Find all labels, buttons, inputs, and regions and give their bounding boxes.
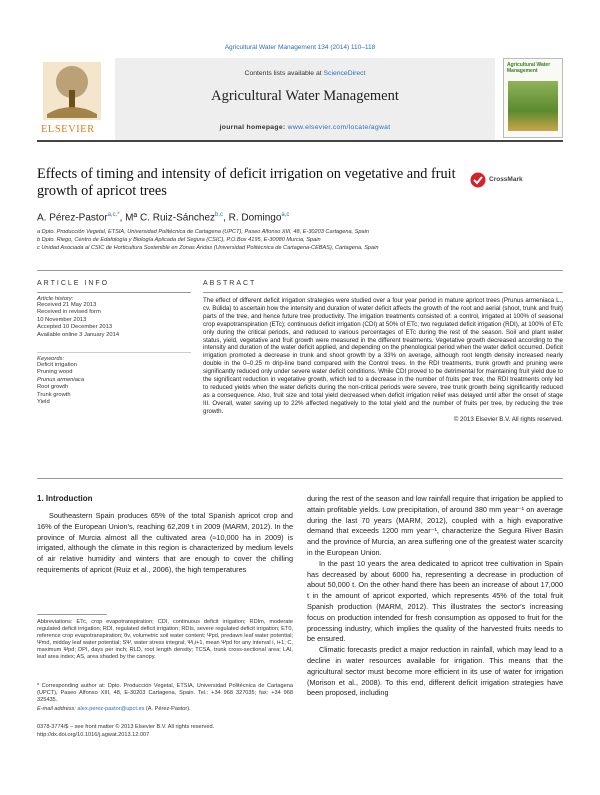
history-label: Article history:	[37, 296, 74, 302]
abstract-heading: ABSTRACT	[203, 280, 257, 287]
author-affil-marker[interactable]: a,c	[281, 212, 290, 218]
header-rule	[37, 140, 563, 142]
history-line: Received 21 May 2013	[37, 302, 97, 308]
journal-title: Agricultural Water Management	[211, 88, 399, 104]
footnote-abbreviations: Abbreviations: ETc, crop evapotranspiration; CDI, continuous deficit irrigation; RDIm, moderate regulated deficit irrigation; RDI, regulated deficit irrigation; RDIs, severe regulated deficit irrigation; ET0, reference crop evapotranspiration; θv, volumetric soil water content; Ψpd, predawn leaf water potential; Ψmd, midday leaf water potential; SΨ, water stress integral; Ψi,i+1, mean Ψpd for any interval i, i+1; C, maximum Ψpd; DPI, days per inch; RLD, root length density; TCSA, trunk cross-sectional area; LAI, leaf area index; AS, area shaded by the canopy.	[37, 619, 293, 661]
abstract-rule	[203, 292, 563, 293]
author-name[interactable]: Mª C. Ruiz-Sánchez	[125, 212, 216, 224]
abstract-copyright: © 2013 Elsevier B.V. All rights reserved.	[453, 415, 563, 423]
author-list: A. Pérez-Pastor$^{a,c,*}$, Mª C. Ruiz-Sánchez$^{b,c}$, R. Domingo$^{a,c}$	[37, 212, 290, 224]
affiliation: b Dpto. Riego, Centro de Edafología y Biología Aplicada del Segura (CSIC), P.O.Box 4195, E-30080 Murcia, Spain	[37, 237, 321, 243]
keywords-label: Keywords:	[37, 356, 65, 362]
intro-paragraph: In the past 10 years the area dedicated to apricot tree cultivation in Spain has decreased by about 6000 ha, representing a decrease in production of about 50,000 t. On the other hand there has been an increase of about 17,000 t in the amount of apricot exported, which represents 45% of the total fruit Spanish production (MARM, 2012). This illustrates the sector's increasing focus on production intended for fresh consumption as opposed to fruit for the processing industry, which implies the quality of the harvested fruits needs to be ensured.	[307, 558, 563, 644]
keyword: Trunk growth	[37, 391, 71, 398]
keywords	[37, 356, 197, 406]
keyword: Deficit irrigation	[37, 362, 77, 368]
keywords-rule	[37, 352, 191, 353]
abstract-bottom-rule	[37, 478, 563, 479]
article-title: Effects of timing and intensity of deficit irrigation on vegetative and fruit growth of apricot trees	[37, 166, 456, 199]
author-name[interactable]: A. Pérez-Pastor	[37, 212, 108, 224]
keyword: Prunus armeniaca	[37, 376, 85, 383]
info-rule	[37, 292, 191, 293]
journal-homepage: journal homepage: www.elsevier.com/locate/agwat	[219, 124, 391, 131]
doi-link[interactable]: http://dx.doi.org/10.1016/j.agwat.2013.12.007	[37, 732, 150, 738]
affiliation: a Dpto. Producción Vegetal, ETSIA, Universidad Politécnica de Cartagena (UPCT), Paseo Alfonso XIII, 48, E-30203 Cartagena, Spain	[37, 229, 369, 235]
sciencedirect-link[interactable]: ScienceDirect	[323, 70, 366, 77]
journal-homepage-link[interactable]: www.elsevier.com/locate/agwat	[287, 124, 391, 131]
affiliation: c Unidad Asociada al CSIC de Horticultura Sostenible en Zonas Áridas (Universidad Politécnica de Cartagena-CEBAS), Cartagena, Spain	[37, 245, 379, 251]
section-heading-introduction: 1. Introduction	[37, 494, 93, 503]
journal-cover[interactable]	[503, 58, 563, 138]
keyword: Yield	[37, 399, 50, 406]
footnote-corresponding: * Corresponding author at: Dpto. Producción Vegetal, ETSIA, Universidad Politécnica de Cartagena (UPCT), Paseo Alfonso XIII, 48, E-30203 Cartagena, Spain. Tel.: +34 968 327035; fax: +34 968 325435.	[37, 683, 293, 704]
crossmark-label: CrossMark	[489, 176, 523, 183]
intro-paragraph: Climatic forecasts predict a major reduction in rainfall, which may lead to a decline in water resources available for irrigation. This means that the agricultural sector must become more efficient in its use of water for irrigation (Morison et al., 2008). To this end, different deficit irrigation strategies have been proposed, including	[307, 645, 563, 698]
cover-title: Agricultural Water Management	[507, 62, 551, 74]
keyword: Root growth	[37, 384, 69, 391]
email-link[interactable]: alex.perez-pastor@upct.es	[77, 706, 145, 712]
article-history	[37, 296, 197, 339]
footnote-email: E-mail address: alex.perez-pastor@upct.es (A. Pérez-Pastor).	[37, 706, 191, 712]
author-name[interactable]: R. Domingo	[228, 212, 282, 224]
crossmark-badge[interactable]	[470, 170, 530, 190]
author-affil-marker[interactable]: b,c	[215, 212, 224, 218]
intro-column-2	[307, 494, 563, 699]
info-top-rule	[37, 270, 563, 271]
footnote-rule	[37, 614, 107, 615]
history-line: Available online 3 January 2014	[37, 331, 120, 338]
article-info-heading: ARTICLE INFO	[37, 280, 110, 287]
author-affil-marker[interactable]: a,c,*	[107, 212, 120, 218]
intro-paragraph: during the rest of the season and low rainfall require that irrigation be applied to attain profitable yields. Low precipitation, of around 380 mm year⁻¹ on average during the last 70 years (MARM, 2012), coupled with a high evaporative demand that exceeds 1200 mm year⁻¹, characterize the Segura River Basin and the province of Murcia, an area suffering one of the greatest water scarcity in the European Union.	[307, 494, 563, 557]
contents-line: Contents lists available at ScienceDirect	[244, 70, 366, 77]
abstract-body	[203, 297, 563, 424]
publisher-name: ELSEVIER	[41, 124, 95, 135]
crossmark-icon	[470, 172, 486, 188]
intro-paragraph: Southeastern Spain produces 65% of the total Spanish apricot crop and 16% of the European Union's, reaching 62,209 t in 2009 (MARM, 2012). In the province of Murcia almost all the cultivated area (≈10,000 ha in 2009) is irrigated, although the climate in this region is characterized by medium levels of air relative humidity and winters that are enough to cover the chilling requirements of apricot (Ruiz et al., 2006), the high temperatures	[37, 511, 293, 574]
history-line: Accepted 10 December 2013	[37, 324, 113, 331]
journal-citation[interactable]: Agricultural Water Management 134 (2014) 110–118	[224, 44, 376, 51]
history-line: 10 November 2013	[37, 316, 87, 323]
keyword: Pruning wood	[37, 369, 73, 376]
elsevier-logo[interactable]	[37, 60, 109, 140]
cover-image	[508, 81, 558, 131]
abstract-text: The effect of different deficit irrigation strategies were studied over a four year period in mature apricot trees (Prunus armeniaca L., cv. Búlida) to ascertain how the intensity and duration of water deficit affects the growth of the root and aerial (shoot, trunk and fruit) parts of the tree, and hence future tree productivity. The irrigation treatments consisted of: a control, irrigated at 100% of seasonal crop evapotranspiration (ETc); continuous deficit irrigation (CDI) at 50% of ETc; two regulated deficit irrigation (RDI), at 100% of ETc only during the critical periods, and reduced to various percentages of ETc during the rest of the season. Soil and plant water status, yield, vegetative and fruit growth were measured in the different treatments. Vegetative growth decreased according to the intensity and duration of the water deficit applied, and depending on the phenological period when the water deficit occurred. Deficit irrigation promoted a decrease in trunk and shoot growth by a 33% on average, although root length density increased nearly double in the 0–0.25 m drip-line band compared with the Control trees. In the RDI treatments, trunk growth and pruning were significantly reduced only under severe water deficit conditions. While CDI proved to be detrimental for maintaining fruit yield due to the significant reduction in vegetative growth, which led to a decrease in the number of fruits per tree, the RDI treatments only led to reduced yields when the water deficits during the non-critical periods were severe, tree trunk growth being significantly reduced as a consequence. Also, fruit size and total yield decreased when deficit irrigation relief was delayed until after the onset of stage III. Overall, water saving up to 22% affected negatively to the total yield and the number of fruits per tree, by reducing the tree growth.	[203, 297, 563, 415]
issn-line: 0378-3774/$ – see front matter © 2013 Elsevier B.V. All rights reserved.	[37, 724, 215, 730]
history-line: Received in revised form	[37, 309, 101, 316]
